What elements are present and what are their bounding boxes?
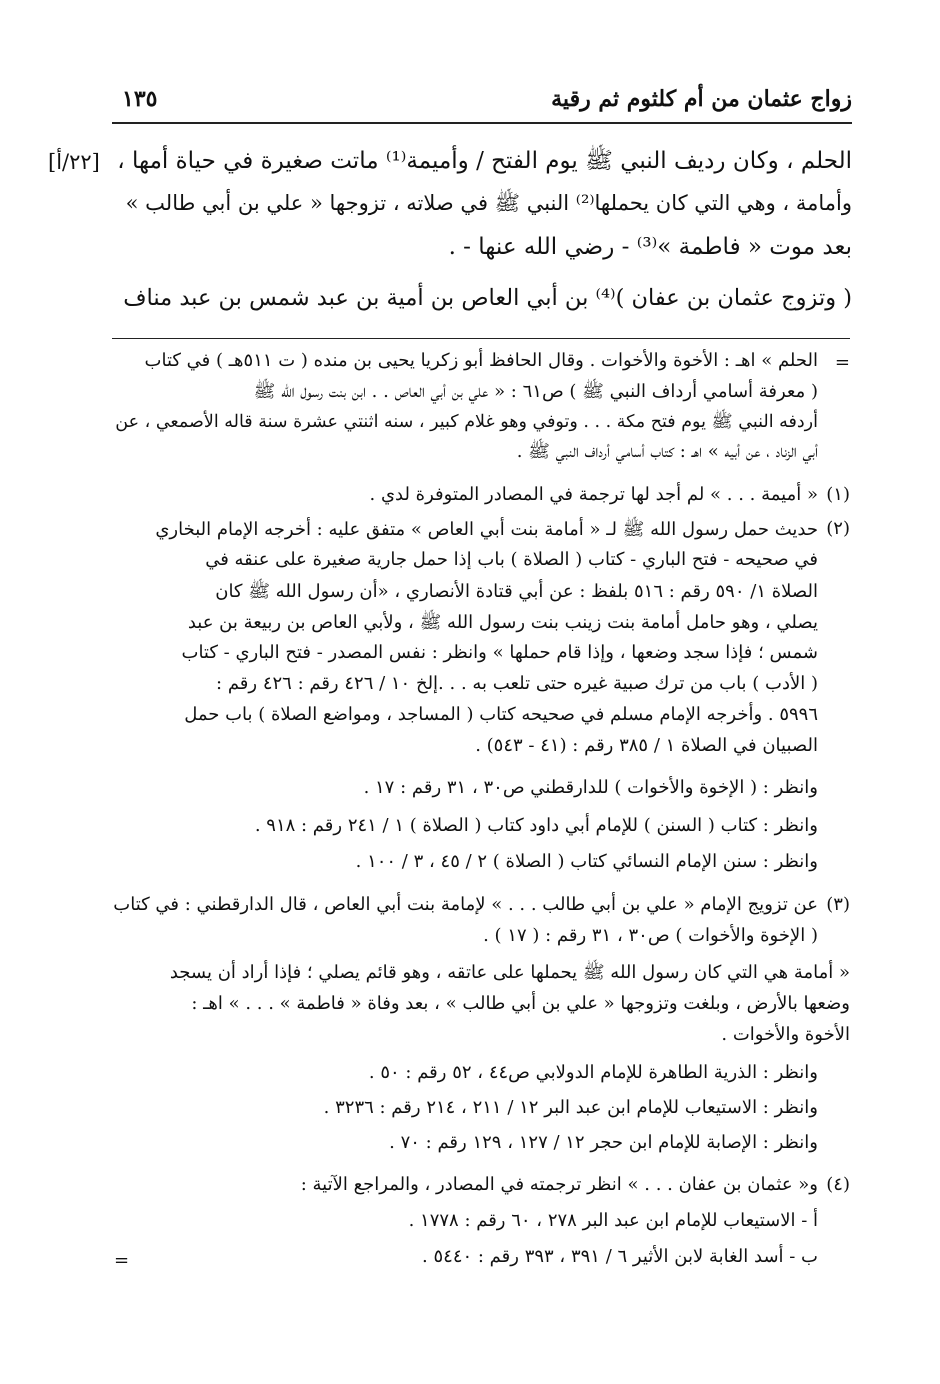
footnote-cont-line-2: ( معرفة أسامي أرداف النبي ﷺ ) ص٦١ : « علي بن أبي العاص . . ابن بنت رسول الله ﷺ	[253, 381, 818, 402]
body-line-2: وأمامة ، وهي التي كان يحملها⁽²⁾ النبي ﷺ في صلاته ، تزوجها « علي بن أبي طالب »	[125, 191, 852, 215]
footnote-3-ref-2: وانظر : الاستيعاب للإمام ابن عبد البر ١٢ / ٢١١ ، ٢١٤ رقم : ٣٢٣٦ .	[323, 1097, 818, 1118]
footnote-4-text: و« عثمان بن عفان . . . » انظر ترجمته في المصادر ، والمراجع الآتية :	[300, 1174, 818, 1195]
continues-mark: =	[114, 1250, 130, 1271]
footnote-3-quote-1: « أمامة هي التي كان رسول الله ﷺ يحملها على عاتقه ، وهو قائم يصلي ؛ فإذا أراد أن يسجد	[169, 962, 850, 983]
footnote-4-item-a: أ - الاستيعاب للإمام ابن عبد البر ٢٧٨ ، ٦٠ رقم : ١٧٧٨ .	[408, 1210, 818, 1231]
footnote-2-ref-1: وانظر : ( الإخوة والأخوات ) للدارقطني ص٣٠ ، ٣١ رقم : ١٧ .	[363, 777, 818, 798]
footnote-4-number: (٤)	[826, 1174, 850, 1195]
page-number: ١٣٥	[122, 86, 158, 112]
footnote-3-quote-2: وضعها بالأرض ، وبلغت وتزوجها « علي بن أبي طالب » ، بعد وفاة « فاطمة » . . . » اهـ :	[191, 993, 850, 1014]
footnote-3-line-2: ( الإخوة والأخوات ) ص٣٠ ، ٣١ رقم : ( ١٧ ) .	[483, 925, 818, 946]
footnote-2-line-1: حديث حمل رسول الله ﷺ لـ « أمامة بنت أبي العاص » متفق عليه : أخرجه الإمام البخاري	[155, 519, 818, 540]
footnote-2-line-5: شمس ؛ فإذا سجد وضعها ، وإذا قام حملها » وانظر : نفس المصدر - فتح الباري - كتاب	[181, 642, 818, 663]
footnote-cont-line-3: أردفه النبي ﷺ يوم فتح مكة . . . وتوفي وهو غلام كبير ، سنه اثنتي عشرة سنة قاله الأصمعي ، عن	[115, 412, 818, 432]
running-header	[112, 86, 852, 124]
footnote-3-ref-1: وانظر : الذرية الطاهرة للإمام الدولابي ص٤٤ ، ٥٢ رقم : ٥٠ .	[368, 1062, 818, 1083]
footnote-3-line-1: عن تزويج الإمام « علي بن أبي طالب . . . » لإمامة بنت أبي العاص ، قال الدارقطني : في كتاب	[113, 894, 818, 915]
chapter-title: زواج عثمان من أم كلثوم ثم رقية	[551, 86, 852, 112]
footnote-2-line-6: ( الأدب ) باب من ترك صبية غيره حتى تلعب به . . .إلخ ١٠ / ٤٢٦ رقم : ٤٢٦ رقم :	[216, 673, 818, 694]
footnote-1-number: (١)	[826, 484, 850, 505]
footnote-2-line-8: الصبيان في الصلاة ١ / ٣٨٥ رقم : (٤١ - ٥٤٣) .	[475, 735, 818, 756]
footnote-1-text: « أميمة . . . » لم أجد لها ترجمة في المصادر المتوفرة لدي .	[369, 484, 818, 505]
footnote-2-line-3: الصلاة ١/ ٥٩٠ رقم : ٥١٦ بلفظ : عن أبي قتادة الأنصاري ، «أن رسول الله ﷺ كان	[215, 581, 818, 602]
body-line-1: الحلم ، وكان رديف النبي ﷺ يوم الفتح / وأميمة⁽¹⁾ ماتت صغيرة في حياة أمها ،	[117, 148, 852, 174]
continuation-mark: =	[834, 352, 850, 373]
footnote-3-quote-3: الأخوة والأخوات .	[721, 1024, 850, 1045]
footnote-cont-line-1: الحلم » اهـ : الأخوة والأخوات . وقال الحافظ أبو زكريا يحيى بن منده ( ت ٥١١هـ ) في كتاب	[144, 350, 818, 371]
body-line-4: ( وتزوج عثمان بن عفان )⁽⁴⁾ بن أبي العاص بن أمية بن عبد شمس بن عبد مناف	[123, 285, 852, 311]
footnote-separator	[112, 338, 850, 339]
footnote-4-item-b: ب - أسد الغابة لابن الأثير ٦ / ٣٩١ ، ٣٩٣ رقم : ٥٤٤٠ .	[422, 1246, 818, 1267]
footnote-2-ref-2: وانظر : كتاب ( السنن ) للإمام أبي داود كتاب ( الصلاة ) ١ / ٢٤١ رقم : ٩١٨ .	[254, 815, 818, 836]
body-line-3: بعد موت « فاطمة »⁽³⁾ - رضي الله عنها - .	[448, 234, 852, 260]
manuscript-folio-marker: [٢٢/أ]	[48, 150, 100, 174]
footnote-2-line-2: في صحيحه - فتح الباري - كتاب ( الصلاة ) باب إذا حمل جارية صغيرة على عنقه في	[205, 549, 818, 570]
footnote-2-line-4: يصلي ، وهو حامل أمامة بنت زينب بنت رسول الله ﷺ ، ولأبي العاص بن ربيعة بن عبد	[187, 612, 818, 633]
footnote-3-ref-3: وانظر : الإصابة للإمام ابن حجر ١٢ / ١٢٧ ، ١٢٩ رقم : ٧٠ .	[389, 1132, 818, 1153]
footnote-2-number: (٢)	[826, 518, 850, 539]
footnote-cont-line-4: أبي الزناد ، عن أبيه » اهـ : كتاب أسامي أرداف النبي ﷺ .	[516, 441, 818, 462]
footnote-3-number: (٣)	[826, 894, 850, 915]
footnote-2-ref-3: وانظر : سنن الإمام النسائي كتاب ( الصلاة ) ٢ / ٤٥ ، ٣ / ١٠٠ .	[355, 851, 818, 872]
footnote-2-line-7: ٥٩٩٦ . وأخرجه الإمام مسلم في صحيحه كتاب ( المساجد ، ومواضع الصلاة ) باب حمل	[184, 704, 818, 725]
